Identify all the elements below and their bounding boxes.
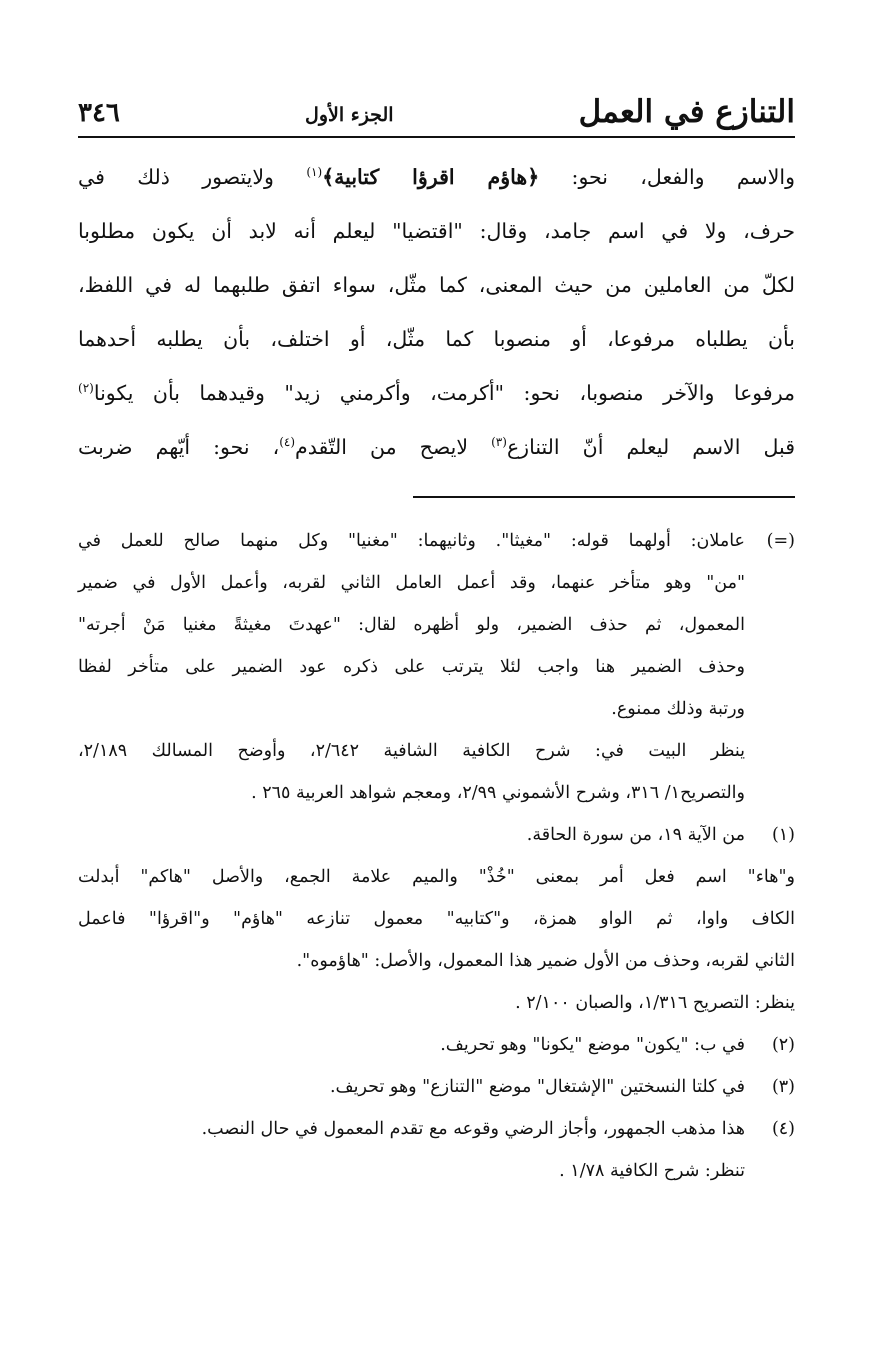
footnote-number: (٣) xyxy=(771,1077,795,1097)
footnote-ref: (٣) xyxy=(491,435,507,450)
footnote-ref: (٢) xyxy=(78,381,94,396)
footnote-references: ينظر البيت في: شرح الكافية الشافية ٢/٦٤٢، وأوضح المسالك ٢/١٨٩، والتصريح١/ ٣١٦، وشرح الأشموني ٢/٩٩، ومعجم شواهد العربية ٢٦٥ . xyxy=(78,741,746,803)
footnote-3: (٣) في كلتا النسختين "الإشتغال" موضع "التنازع" وهو تحريف. xyxy=(78,1066,795,1108)
part-label: الجزء الأول xyxy=(305,104,394,126)
footnote-4: (٤) هذا مذهب الجمهور، وأجاز الرضي وقوعه مع تقدم المعمول في حال النصب. تنظر: شرح الكافية ١/٧٨ . xyxy=(78,1108,795,1192)
book-page xyxy=(78,72,795,1192)
text-line: لكلّ من العاملين من حيث المعنى، كما مثّل، سواء اتفق طلبهما له في اللفظ، xyxy=(78,273,795,297)
footnote-number: (٢) xyxy=(771,1035,795,1055)
footnote-continued: (=) عاملان: أولهما قوله: "مغيثا". وثانيهما: "مغنيا" وكل منهما صالح للعمل في "من" وهو متأخر عنهما، وقد أعمل العامل الثاني لقربه، وأعمل الأول في ضمير المعمول، ثم حذف الضمير، ولو أظهره لقال: "عهدتَ مغيثةً مغنيا مَنْ أجرته" وحذف الضمير هنا واجب لئلا يترتب على ذكره عود الضمير على متأخر لفظا ورتبة وذلك ممنوع. xyxy=(78,520,795,730)
quran-verse: ﴿هاؤم اقرؤا كتابية﴾ xyxy=(322,165,540,189)
chapter-title: التنازع في العمل xyxy=(578,94,795,130)
footnote-1-commentary: و"هاء" اسم فعل أمر بمعنى "خُذْ" والميم علامة الجمع، والأصل "هاكم" أبدلت الكاف واوا، ثم الواو همزة، و"كتابيه" معمول تنازعه "هاؤم" و"اقرؤا" فاعمل الثاني لقربه، وحذف من الأول ضمير هذا المعمول، والأصل: "هاؤموه". ينظر: التصريح ١/٣١٦، والصبان ٢/١٠٠ . xyxy=(78,867,795,1013)
footnote-ref: (٤) xyxy=(279,435,296,450)
footnotes xyxy=(78,520,795,1192)
text-line: حرف، ولا في اسم جامد، وقال: "اقتضيا" ليعلم أنه لابد أن يكون مطلوبا xyxy=(78,219,795,243)
page-number: ٣٤٦ xyxy=(78,98,120,128)
footnote-marker: (=) xyxy=(766,531,795,551)
header-rule xyxy=(78,136,795,138)
footnote-ref: (١) xyxy=(306,165,323,180)
footnote-1: (١) من الآية ١٩، من سورة الحاقة. xyxy=(78,814,795,856)
text-line: مرفوعا والآخر منصوبا، نحو: "أكرمت، وأكرمني زيد" وقيدهما بأن يكونا$^{(٢)}$ xyxy=(78,381,795,405)
main-text xyxy=(78,150,795,474)
footnote-separator xyxy=(413,496,795,498)
footnote-number: (٤) xyxy=(771,1119,795,1139)
text-line: قبل الاسم ليعلم أنّ التنازع$^{(٣)}$ لايصح من التّقدم$^{(٤)}$، نحو: أيّهم ضربت xyxy=(78,435,795,459)
footnote-2: (٢) في ب: "يكون" موضع "يكونا" وهو تحريف. xyxy=(78,1024,795,1066)
text-line: بأن يطلباه مرفوعا، أو منصوبا كما مثّل، أو اختلف، بأن يطلبه أحدهما xyxy=(78,327,795,351)
footnote-number: (١) xyxy=(771,825,795,845)
text-line: والاسم والفعل، نحو: ﴿هاؤم اقرؤا كتابية﴾$^{(١)}$ ولايتصور ذلك في xyxy=(78,165,795,189)
running-header xyxy=(78,72,795,130)
